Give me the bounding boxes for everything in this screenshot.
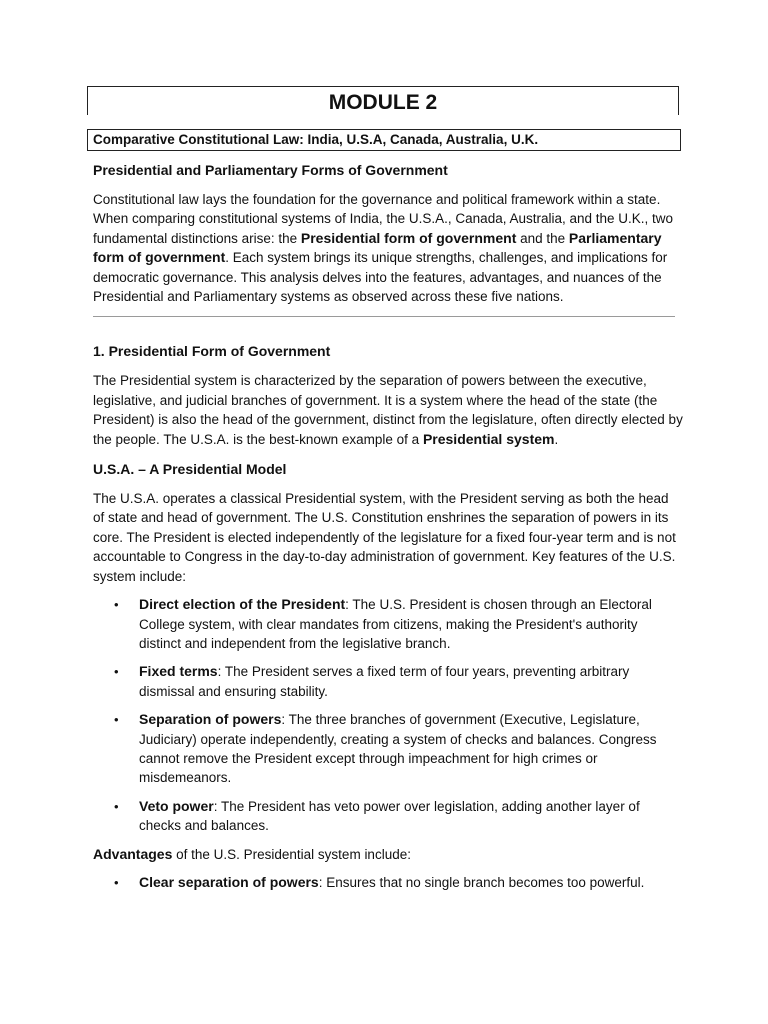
intro-text-2: and the bbox=[516, 230, 569, 246]
list-item bbox=[93, 662, 683, 701]
advantages-text: of the U.S. Presidential system include: bbox=[172, 846, 411, 862]
feature-desc: : The U.S. President is chosen through an Electoral College system, with clear mandates from citizens, making the President's authority distinct and independent from the legislative branch. bbox=[139, 597, 652, 651]
intro-bold-1: Presidential form of government bbox=[300, 229, 517, 246]
advantage-desc: : Ensures that no single branch becomes too powerful. bbox=[318, 874, 645, 890]
advantages-paragraph bbox=[93, 845, 683, 864]
usa-features-list bbox=[93, 595, 683, 835]
usa-heading: U.S.A. – A Presidential Model bbox=[93, 461, 287, 478]
presidential-bold-1: Presidential system bbox=[422, 430, 555, 447]
document-body bbox=[93, 160, 683, 892]
feature-desc: : The President serves a fixed term of four years, preventing arbitrary dismissal and ensuring stability. bbox=[139, 664, 630, 699]
feature-term: Separation of powers bbox=[139, 711, 282, 728]
section-heading: Presidential and Parliamentary Forms of Government bbox=[93, 162, 448, 178]
advantages-list bbox=[93, 873, 683, 892]
advantages-bold: Advantages bbox=[93, 845, 173, 862]
list-item bbox=[93, 797, 683, 836]
subtitle: Comparative Constitutional Law: India, U.S.A, Canada, Australia, U.K. bbox=[87, 129, 681, 151]
feature-term: Fixed terms bbox=[139, 663, 218, 680]
usa-paragraph: The U.S.A. operates a classical Presidential system, with the President serving as both the head of state and head of government. The U.S. Constitution enshrines the separation of powers in its core. The President is elected independently of the legislature for a fixed four-year term and is not accountable to Congress in the day-to-day administration of government. Key features of the U.S. system include: bbox=[93, 491, 676, 584]
advantage-term: Clear separation of powers bbox=[139, 873, 319, 890]
feature-desc: : The three branches of government (Executive, Legislature, Judiciary) operate independently, creating a system of checks and balances. Congress cannot remove the President except through impeachment for high crimes or misdemeanors. bbox=[139, 712, 657, 786]
list-item bbox=[93, 595, 683, 653]
module-title: MODULE 2 bbox=[87, 86, 679, 115]
presidential-paragraph bbox=[93, 371, 683, 449]
list-item bbox=[93, 710, 683, 788]
intro-text-3: . Each system brings its unique strengths, challenges, and implications for democratic governance. This analysis delves into the features, advantages, and nuances of the Presidential and Parliamentary systems as observed across these five nations. bbox=[93, 250, 668, 305]
feature-term: Veto power bbox=[139, 797, 214, 814]
presidential-text-1: The Presidential system is characterized by the separation of powers between the executive, legislative, and judicial branches of government. It is a system where the head of the state (the President) is also the head of the government, distinct from the legislature, often directly elected by the people. The U.S.A. is the best-known example of a bbox=[93, 373, 683, 447]
section-divider bbox=[93, 316, 675, 317]
feature-term: Direct election of the President bbox=[139, 596, 346, 613]
intro-bold-2: Parliamentary form of government bbox=[93, 229, 662, 266]
feature-desc: : The President has veto power over legislation, adding another layer of checks and balances. bbox=[139, 798, 640, 834]
presidential-text-2: . bbox=[554, 431, 559, 447]
presidential-heading: 1. Presidential Form of Government bbox=[93, 343, 331, 360]
intro-text-1: Constitutional law lays the foundation for the governance and political framework within a state. When comparing constitutional systems of India, the U.S.A., Canada, Australia, and the U.K., two fundamental distinctions arise: the bbox=[93, 192, 674, 246]
intro-paragraph bbox=[93, 190, 683, 306]
list-item bbox=[93, 873, 683, 892]
